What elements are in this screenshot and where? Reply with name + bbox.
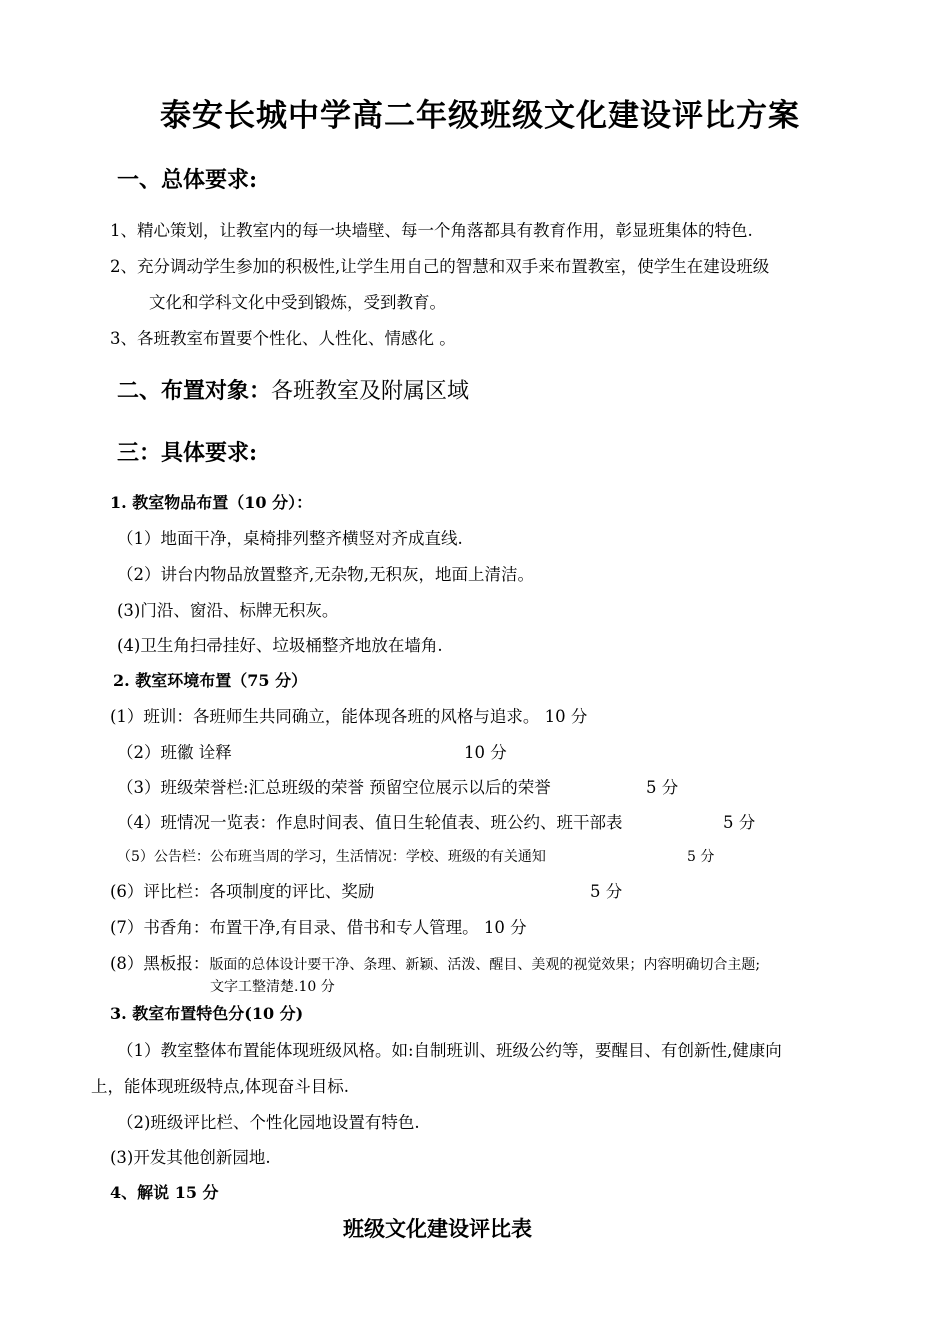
section-heading-requirements: 三：具体要求: [117,440,258,466]
list-item-blackboard [110,950,760,974]
list-item: （1）教室整体布置能体现班级风格。如:自制班训、班级公约等，要醒目、有创新性,健康向 [117,1041,782,1060]
paragraph-line: 1、精心策划，让教室内的每一块墙壁、每一个角落都具有教育作用，彰显班集体的特色. [110,221,753,240]
list-item: （3）班级荣誉栏:汇总班级的荣誉 预留空位展示以后的荣誉 [117,778,551,797]
list-item: （1）地面干净，桌椅排列整齐横竖对齐成直线. [117,529,463,548]
list-item: (3)门沿、窗沿、标牌无积灰。 [117,601,339,620]
list-item: (6）评比栏：各项制度的评比、奖励 [110,882,375,901]
item-score: 5 分 [590,882,623,901]
section-heading-general: 一、总体要求: [117,167,258,193]
paragraph-line: 文化和学科文化中受到锻炼，受到教育。 [149,293,446,312]
paragraph-line: 2、充分调动学生参加的积极性,让学生用自己的智慧和双手来布置教室，使学生在建设班级 [110,257,770,276]
list-item: (4)卫生角扫帚挂好、垃圾桶整齐地放在墙角. [117,636,443,655]
list-item: (1）班训：各班师生共同确立，能体现各班的风格与追求。 10 分 [110,707,588,726]
item-score: 10 分 [464,743,507,762]
list-item: （4）班情况一览表：作息时间表、值日生轮值表、班公约、班干部表 [117,813,623,832]
list-item: (7）书香角：布置干净,有目录、借书和专人管理。 10 分 [110,918,527,937]
list-item: 上，能体现班级特点,体现奋斗目标. [91,1077,349,1096]
list-item: （5）公告栏：公布班当周的学习，生活情况：学校、班级的有关通知 [117,849,546,865]
list-item: （2)班级评比栏、个性化园地设置有特色. [117,1113,420,1132]
item-score: 5 分 [687,849,715,865]
page-title: 泰安长城中学高二年级班级文化建设评比方案 [160,98,800,134]
section-heading-label: 二、布置对象： [117,378,272,404]
subsection-heading: 4、解说 15 分 [110,1183,219,1202]
list-item: （2）班徽 诠释 [117,743,232,762]
subsection-heading: 3. 教室布置特色分(10 分) [110,1004,304,1023]
item-text-continued: 文字工整清楚.10 分 [210,979,335,995]
subsection-heading: 1. 教室物品布置（10 分）： [110,493,313,512]
subsection-heading: 2. 教室环境布置（75 分） [113,671,308,690]
item-score: 5 分 [723,813,756,832]
item-label: (8）黑板报： [110,954,210,973]
section-heading-text: 各班教室及附属区域 [271,379,470,404]
item-text: 版面的总体设计要干净、条理、新颖、活泼、醒目、美观的视觉效果；内容明确切合主题; [209,957,761,973]
list-item: （2）讲台内物品放置整齐,无杂物,无积灰，地面上清洁。 [117,565,534,584]
list-item: (3)开发其他创新园地. [110,1148,271,1167]
paragraph-line: 3、各班教室布置要个性化、人性化、情感化 。 [110,329,456,348]
section-heading-target [117,374,469,405]
table-title: 班级文化建设评比表 [343,1216,532,1241]
item-score: 5 分 [646,778,679,797]
